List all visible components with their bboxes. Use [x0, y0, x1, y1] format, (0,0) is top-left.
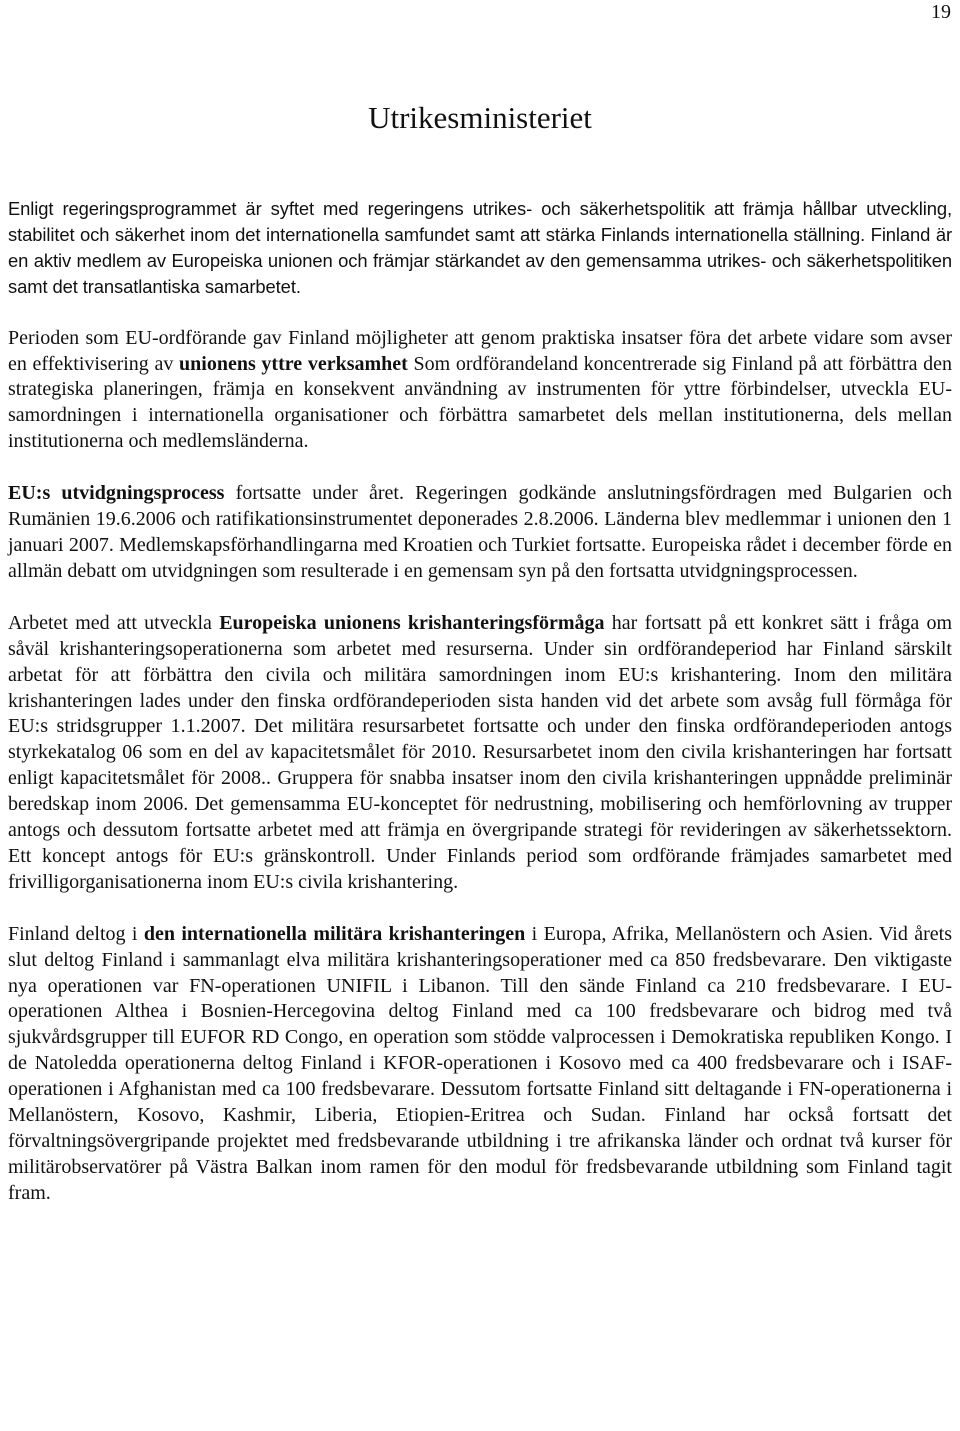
paragraph-enlargement-emphasis: EU:s utvidgningsprocess — [8, 482, 225, 505]
paragraph-military-operations-emphasis: den internationella militära krishanteringen — [143, 922, 526, 945]
paragraph-crisis-management-emphasis: Europeiska unionens krishanteringsförmåga — [219, 611, 605, 634]
paragraph-crisis-management-text-1: Arbetet med att utveckla — [8, 611, 220, 634]
paragraph-enlargement — [8, 481, 952, 585]
paragraph-military-operations-text-2: i Europa, Afrika, Mellanöstern och Asien. Vid årets slut deltog Finland i sammanlagt elva militära krishanteringsoperationer med ca 850 fredsbevarare. Den viktigaste nya operationen var FN-operationen UNIFIL i Libanon. Till den sände Finland ca 210 fredsbevarare. I EU-operationen Althea i Bosnien-Hercegovina deltog Finland med ca 100 fredsbevarare och bidrog med två sjukvårdsgrupper till EUFOR RD Congo, en operation som stödde valprocessen i Demokratiska republiken Kongo. I de Natoledda operationerna deltog Finland i KFOR-operationen i Kosovo med ca 400 fredsbevarare och i ISAF-operationen i Afghanistan med ca 100 fredsbevarare. Dessutom fortsatte Finland sitt deltagande i FN-operationerna i Mellanöstern, Kosovo, Kashmir, Liberia, Etiopien-Eritrea och Sudan. Finland har också fortsatt det förvaltningsövergripande projektet med fredsbevarande utbildning i tre afrikanska länder och ordnat två kurser för militärobservatörer på Västra Balkan inom ramen för den modul för fredsbevarande utbildning som Finland tagit fram. — [8, 922, 952, 1204]
page-title: Utrikesministeriet — [368, 100, 592, 135]
paragraph-military-operations — [8, 922, 952, 1207]
paragraph-eu-presidency-text-2: Som ordförandeland koncentrerade sig Finland på att förbättra den strategiska planeringen, främja en konsekvent användning av instrumenten för yttre förbindelser, utveckla EU-samordningen i internationella organisationer och förbättra samarbetet dels mellan institutionerna, dels mellan institutionerna och medlemsländerna. — [8, 352, 953, 453]
paragraph-military-operations-text-1: Finland deltog i — [8, 922, 144, 945]
page-number: 19 — [931, 1, 951, 23]
document-body — [8, 196, 952, 1207]
paragraph-eu-presidency — [8, 326, 952, 456]
paragraph-intro: Enligt regeringsprogrammet är syftet med regeringens utrikes- och säkerhetspolitik att främja hållbar utveckling, stabilitet och säkerhet inom det internationella samfundet samt att stärka Finlands internationella ställning. Finland är en aktiv medlem av Europeiska unionen och främjar stärkandet av den gemensamma utrikes- och säkerhetspolitiken samt det transatlantiska samarbetet. — [8, 198, 952, 297]
paragraph-eu-presidency-emphasis: unionens yttre verksamhet — [179, 352, 408, 375]
paragraph-eu-presidency-text-1: Perioden som EU-ordförande gav Finland möjligheter att genom praktiska insatser föra det arbete vidare som avser en effektivisering av — [8, 326, 952, 375]
paragraph-enlargement-text: fortsatte under året. Regeringen godkände anslutningsfördragen med Bulgarien och Rumänien 19.6.2006 och ratifikationsinstrumentet deponerades 2.8.2006. Länderna blev medlemmar i unionen den 1 januari 2007. Medlemskapsförhandlingarna med Kroatien och Turkiet fortsatte. Europeiska rådet i december förde en allmän debatt om utvidgningen som resulterade i en gemensam syn på den fortsatta utvidgningsprocessen. — [8, 482, 952, 582]
paragraph-crisis-management-text-2: har fortsatt på ett konkret sätt i fråga om såväl krishanteringsoperationerna som arbetet med resurserna. Under sin ordförandeperiod har Finland särskilt arbetat för att förbättra den civila och militära samordningen inom EU:s krishantering. Inom den militära krishanteringen lades under den finska ordförandeperioden sista handen vid det arbete som avsåg full förmåga för EU:s stridsgrupper 1.1.2007. Det militära resursarbetet fortsatte och under den finska ordförandeperioden antogs styrkekatalog 06 som en del av kapacitetsmålet för 2010. Resursarbetet inom den civila krishanteringen har fortsatt enligt kapacitetsmålet för 2008.. Gruppera för snabba insatser inom den civila krishanteringen uppnådde preliminär beredskap inom 2006. Det gemensamma EU-konceptet för nedrustning, mobilisering och hemförlovning av trupper antogs och dessutom fortsatte arbetet med att främja en övergripande strategi för revideringen av säkerhetssektorn. Ett koncept antogs för EU:s gränskontroll. Under Finlands period som ordförande främjades samarbetet med frivilligorganisationerna inom EU:s civila krishantering. — [8, 611, 953, 893]
paragraph-crisis-management — [8, 611, 952, 896]
